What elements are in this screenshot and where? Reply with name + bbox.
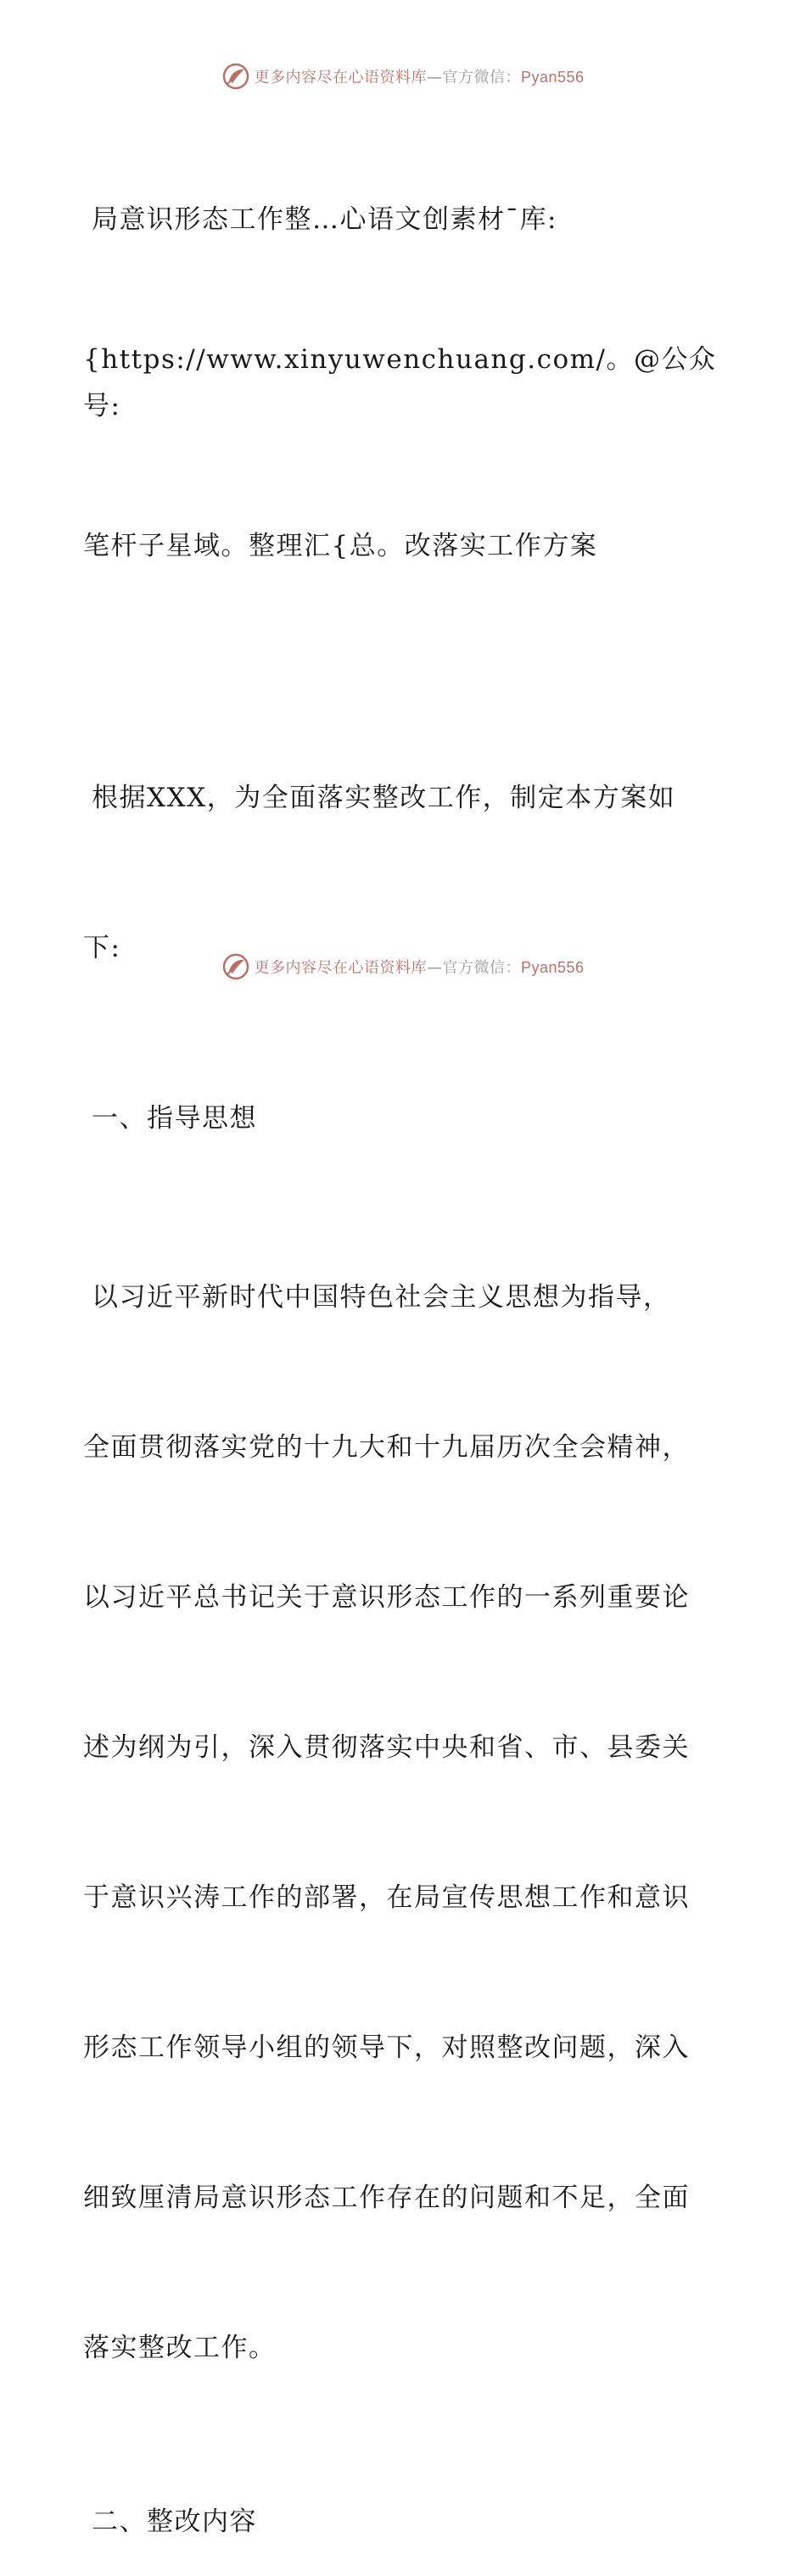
watermark-site-text: 更多内容尽在心语资料库 bbox=[254, 959, 427, 977]
title-line: {https://www.xinyuwenchuang.com/。@公众号: bbox=[83, 344, 717, 421]
brand-logo-icon bbox=[221, 952, 250, 981]
watermark-site-text: 更多内容尽在心语资料库 bbox=[254, 69, 427, 86]
intro-paragraph bbox=[83, 673, 728, 1073]
watermark-separator: — bbox=[426, 69, 443, 86]
watermark-separator: — bbox=[426, 959, 443, 977]
watermark-wechat-handle: Pyan556 bbox=[520, 959, 585, 976]
footer-watermark bbox=[0, 950, 806, 984]
intro-line: 下: bbox=[83, 933, 121, 963]
paragraph-line: 细致厘清局意识形态工作存在的问题和不足，全面 bbox=[83, 2183, 690, 2213]
watermark-wechat-label: 官方微信： bbox=[442, 959, 521, 977]
paragraph-line: 全面贯彻落实党的十九大和十九届历次全会精神， bbox=[83, 1432, 690, 1463]
title-line: 笔杆子星域。整理汇{总。改落实工作方案 bbox=[83, 531, 598, 561]
paragraph-line: 于意识兴涛工作的部署，在局宣传思想工作和意识 bbox=[83, 1882, 690, 1913]
header-watermark bbox=[0, 59, 806, 93]
watermark-wechat-label: 官方微信： bbox=[442, 69, 521, 86]
intro-line: 根据XXX，为全面落实整改工作，制定本方案如 bbox=[92, 783, 676, 813]
guiding-thought-paragraph bbox=[83, 1173, 728, 2473]
brand-logo-icon bbox=[221, 62, 250, 91]
watermark-text bbox=[254, 956, 584, 978]
paragraph-line: 以习近平总书记关于意识形态工作的一系列重要论 bbox=[83, 1582, 690, 1613]
document-title bbox=[83, 103, 728, 663]
section-heading-rectification-content: 二、整改内容 bbox=[92, 2506, 257, 2537]
paragraph-line: 以习近平新时代中国特色社会主义思想为指导， bbox=[92, 1282, 671, 1313]
document-body bbox=[83, 103, 728, 2576]
paragraph-line: 形态工作领导小组的领导下，对照整改问题，深入 bbox=[83, 2032, 690, 2063]
title-line: 局意识形态工作整…心语文创素材¯库: bbox=[92, 204, 557, 235]
watermark-text bbox=[254, 65, 584, 87]
paragraph-line: 落实整改工作。 bbox=[83, 2333, 277, 2363]
watermark-wechat-handle: Pyan556 bbox=[520, 69, 585, 86]
paragraph-line: 述为纲为引，深入贯彻落实中央和省、市、县委关 bbox=[83, 1732, 690, 1763]
section-heading-guiding-thought: 一、指导思想 bbox=[92, 1103, 257, 1134]
